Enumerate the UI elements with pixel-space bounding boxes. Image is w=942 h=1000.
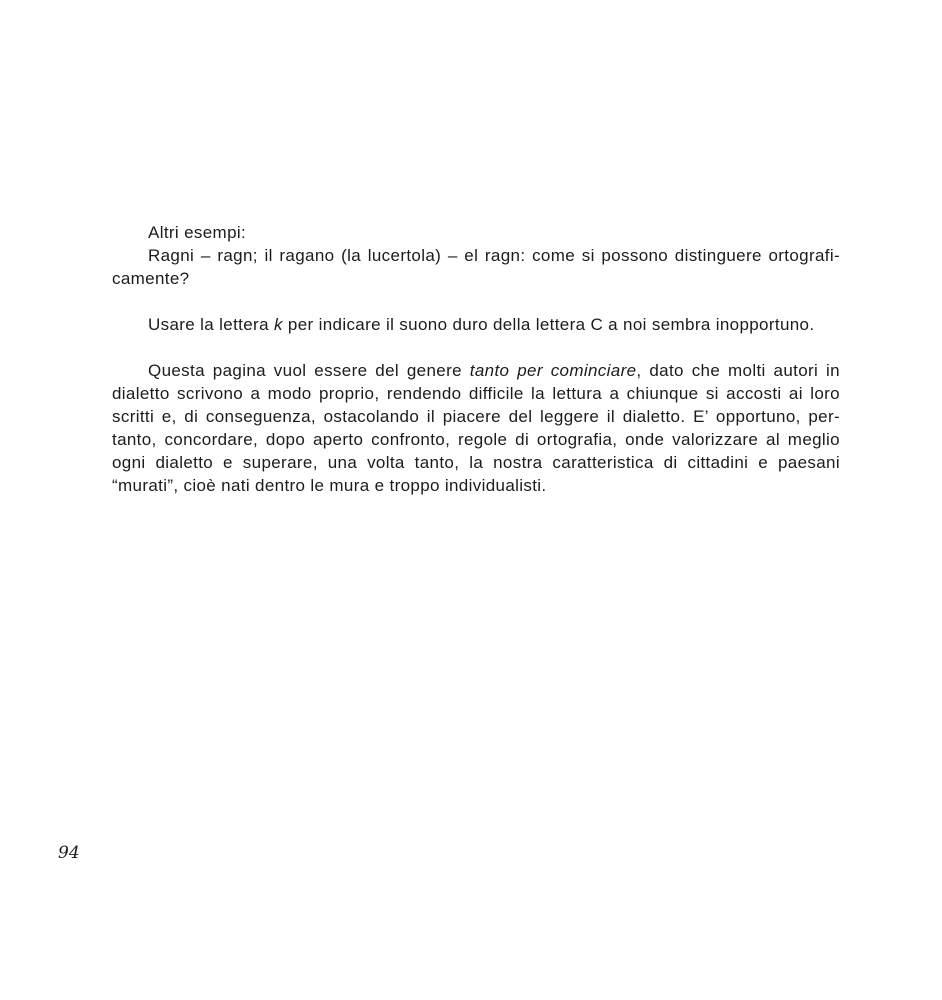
text-line [112, 313, 840, 336]
text-line [112, 221, 840, 244]
text-segment: , dato che molti autori in [636, 361, 840, 380]
text-block [112, 221, 840, 497]
text-segment: Ragni – ragn; il ragano (la lucertola) – el ragn: come si possono distinguere ortografi- [148, 246, 840, 265]
italic-text-segment: k [273, 315, 283, 334]
text-line [112, 474, 840, 497]
italic-text-segment: tanto per cominciare [469, 361, 637, 380]
text-line [112, 267, 840, 290]
text-segment: per indicare il suono duro della lettera C a noi sembra inopportuno. [282, 315, 815, 334]
text-line [112, 451, 840, 474]
text-segment: scritti e, di conseguenza, ostacolando il piacere del leggere il dialetto. E’ opportuno, per- [112, 407, 840, 426]
text-segment: Usare la lettera [148, 315, 274, 334]
text-segment: tanto, concordare, dopo aperto confronto, regole di ortografia, onde valorizzare al meglio [112, 430, 840, 449]
text-segment: Questa pagina vuol essere del genere [148, 361, 470, 380]
text-line [112, 359, 840, 382]
text-segment: Altri esempi: [148, 223, 247, 242]
text-line [112, 244, 840, 267]
text-line [112, 382, 840, 405]
text-line [112, 405, 840, 428]
text-segment: “murati”, cioè nati dentro le mura e troppo individualisti. [112, 476, 547, 495]
page-number: 94 [58, 843, 80, 863]
text-segment: ogni dialetto e superare, una volta tanto, la nostra caratteristica di cittadini e paesani [112, 453, 840, 472]
text-segment: camente? [112, 269, 190, 288]
text-line [112, 428, 840, 451]
text-segment: dialetto scrivono a modo proprio, rendendo difficile la lettura a chiunque si accosti ai loro [112, 384, 840, 403]
